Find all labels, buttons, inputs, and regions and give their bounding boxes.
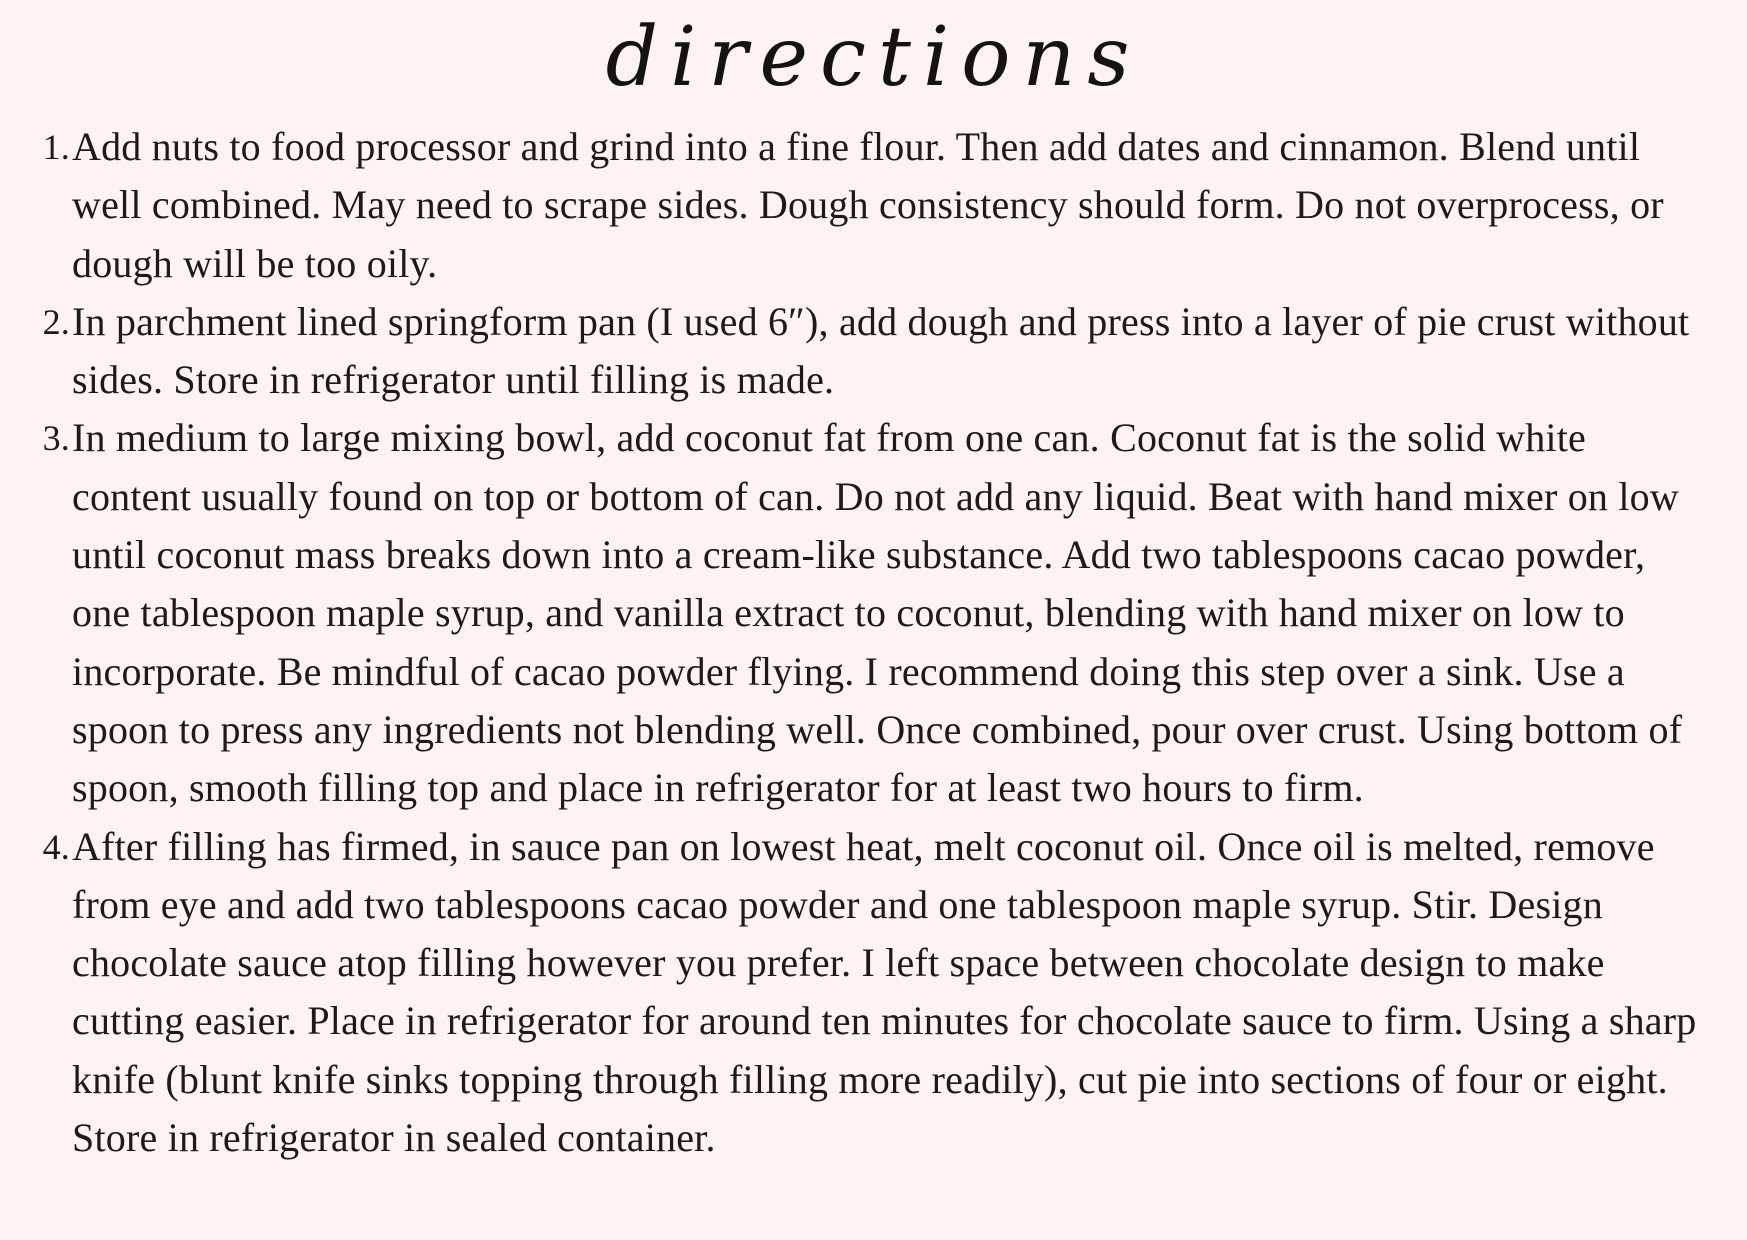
direction-step-3 — [42, 409, 1712, 817]
step-number: 2. — [42, 301, 70, 342]
step-number: 3. — [42, 418, 70, 459]
step-number: 4. — [42, 826, 70, 867]
step-number: 1. — [42, 127, 70, 167]
page-title: directions — [605, 10, 1142, 105]
direction-step-4 — [42, 818, 1712, 1168]
step-text: In medium to large mixing bowl, add coconut fat from one can. Coconut fat is the solid white content usually found on top or bottom of can. Do not add any liquid. Beat with hand mixer on low until coconut mass breaks down into a cream-like substance. Add two tablespoons cacao powder, one tablespoon maple syrup, and vanilla extract to coconut, blending with hand mixer on low to incorporate. Be mindful of cacao powder flying. I recommend doing this step over a sink. Use a spoon to press any ingredients not blending well. Once combined, pour over crust. Using bottom of spoon, smooth filling top and place in refrigerator for at least two hours to firm. — [72, 415, 1683, 811]
direction-step-2 — [42, 293, 1712, 410]
step-text: In parchment lined springform pan (I used 6″), add dough and press into a layer of pie crust without sides. Store in refrigerator until filling is made. — [72, 298, 1690, 403]
step-text: After filling has firmed, in sauce pan on lowest heat, melt coconut oil. Once oil is melted, remove from eye and add two tablespoons cacao powder and one tablespoon maple syrup. Stir. Design chocolate sauce atop filling however you prefer. I left space between chocolate design to make cutting easier. Place in refrigerator for around ten minutes for chocolate sauce to firm. Using a sharp knife (blunt knife sinks topping through filling more readily), cut pie into sections of four or eight. Store in refrigerator in sealed container. — [72, 823, 1697, 1161]
direction-step-1 — [42, 118, 1712, 293]
directions-list — [42, 118, 1712, 1167]
step-text: Add nuts to food processor and grind into a fine flour. Then add dates and cinnamon. Blend until well combined. May need to scrape sides. Dough consistency should form. Do not overprocess, or dough will be too oily. — [72, 124, 1664, 286]
